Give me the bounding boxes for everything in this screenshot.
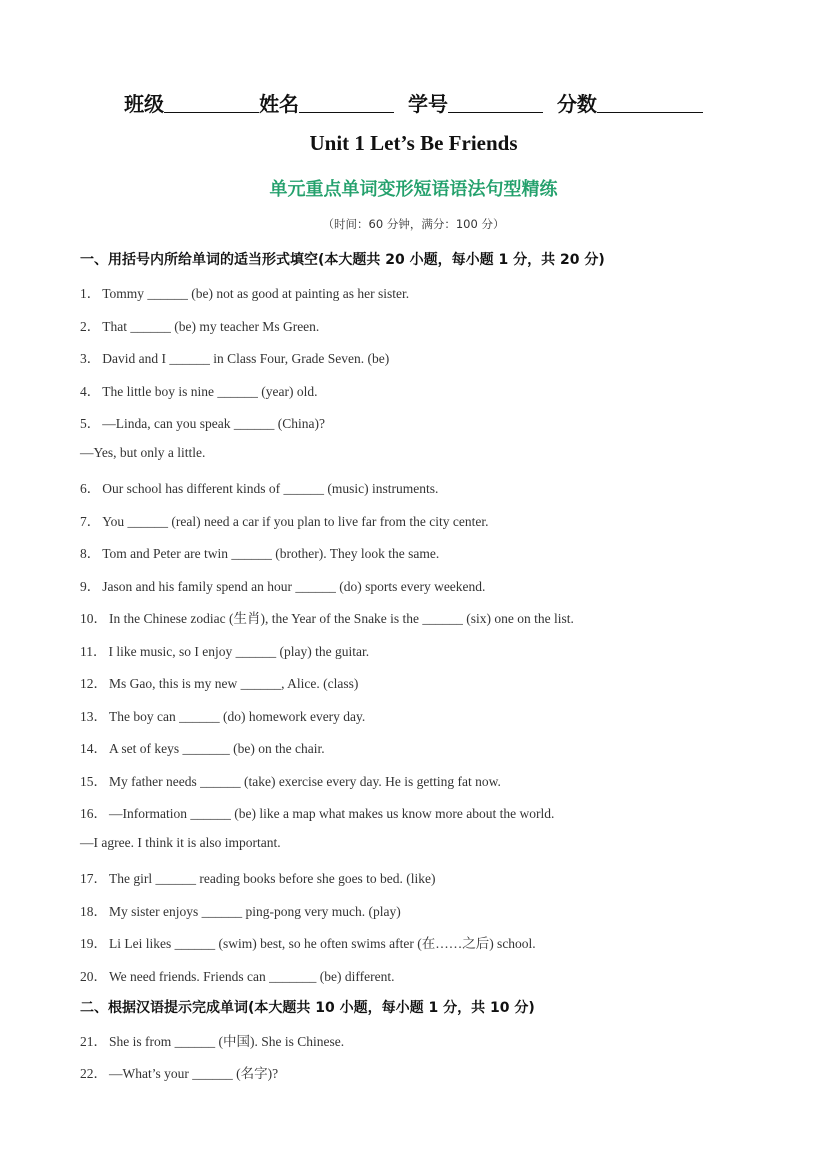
question-number: 8．: [80, 546, 101, 561]
question-line: [80, 1030, 344, 1050]
question-line: [80, 640, 369, 660]
question-line: [80, 965, 394, 985]
question-line: [80, 1062, 278, 1082]
class-label: 班级: [124, 92, 165, 116]
question-text: Our school has different kinds of ______ (music) instruments.: [102, 481, 439, 496]
question-line: [80, 607, 574, 627]
score-blank: [597, 92, 703, 113]
question-number: 19．: [80, 936, 107, 951]
question-line: [80, 705, 365, 725]
question-text: Li Lei likes ______ (swim) best, so he often swims after (在……之后) school.: [109, 936, 536, 951]
question-number: 6．: [80, 481, 101, 496]
answer-line: [80, 835, 281, 851]
question-text: —I agree. I think it is also important.: [80, 835, 281, 850]
name-blank: [299, 92, 394, 113]
question-text: The little boy is nine ______ (year) old.: [102, 384, 318, 399]
question-number: 16．: [80, 806, 107, 821]
question-text: My sister enjoys ______ ping-pong very much. (play): [109, 904, 401, 919]
section-2-title: 二、根据汉语提示完成单词(本大题共 10 小题，每小题 1 分，共 10 分): [80, 1000, 535, 1016]
question-text: Tom and Peter are twin ______ (brother). They look the same.: [102, 546, 440, 561]
question-line: [80, 932, 536, 952]
question-text: David and I ______ in Class Four, Grade Seven. (be): [102, 351, 390, 366]
question-text: Ms Gao, this is my new ______, Alice. (class): [109, 676, 359, 691]
question-text: —What’s your ______ (名字)?: [109, 1066, 279, 1081]
question-text: She is from ______ (中国). She is Chinese.: [109, 1034, 345, 1049]
question-number: 18．: [80, 904, 107, 919]
question-text: —Yes, but only a little.: [80, 445, 206, 460]
class-blank: [164, 92, 259, 113]
question-line: [80, 575, 485, 595]
question-line: [80, 802, 554, 822]
question-number: 10．: [80, 611, 107, 626]
question-text: My father needs ______ (take) exercise every day. He is getting fat now.: [109, 774, 501, 789]
question-number: 4．: [80, 384, 101, 399]
question-line: [80, 315, 319, 335]
question-number: 17．: [80, 871, 107, 886]
question-line: [80, 412, 325, 432]
question-line: [80, 900, 401, 920]
question-text: We need friends. Friends can _______ (be) different.: [109, 969, 395, 984]
question-number: 13．: [80, 709, 107, 724]
question-text: The girl ______ reading books before she goes to bed. (like): [109, 871, 436, 886]
question-text: I like music, so I enjoy ______ (play) the guitar.: [108, 644, 370, 659]
question-number: 5．: [80, 416, 101, 431]
question-line: [80, 737, 325, 757]
question-text: Jason and his family spend an hour ______ (do) sports every weekend.: [102, 579, 486, 594]
question-number: 3．: [80, 351, 101, 366]
number-label: 学号: [408, 92, 448, 116]
question-text: A set of keys _______ (be) on the chair.: [109, 741, 325, 756]
question-line: [80, 347, 389, 367]
question-number: 7．: [80, 514, 101, 529]
question-number: 9．: [80, 579, 101, 594]
question-line: [80, 380, 317, 400]
question-line: [80, 542, 439, 562]
unit-title: Unit 1 Let’s Be Friends: [309, 131, 518, 155]
question-line: [80, 770, 501, 790]
question-number: 11．: [80, 644, 107, 659]
unit-subtitle: 单元重点单词变形短语语法句型精练: [269, 179, 558, 200]
question-line: [80, 510, 489, 530]
question-text: That ______ (be) my teacher Ms Green.: [102, 319, 320, 334]
question-number: 22．: [80, 1066, 107, 1081]
question-line: [80, 867, 436, 887]
number-blank: [448, 92, 543, 113]
student-info-header: [0, 88, 827, 117]
question-text: Tommy ______ (be) not as good at painting as her sister.: [102, 286, 410, 301]
question-text: —Linda, can you speak ______ (China)?: [102, 416, 325, 431]
question-text: —Information ______ (be) like a map what makes us know more about the world.: [109, 806, 555, 821]
question-text: The boy can ______ (do) homework every day.: [109, 709, 366, 724]
question-number: 1．: [80, 286, 101, 301]
section-1-title: 一、用括号内所给单词的适当形式填空(本大题共 20 小题，每小题 1 分，共 20 分): [80, 252, 605, 268]
name-label: 姓名: [259, 92, 300, 116]
question-number: 12．: [80, 676, 107, 691]
question-number: 14．: [80, 741, 107, 756]
score-label: 分数: [556, 92, 597, 116]
question-line: [80, 282, 409, 302]
answer-line: [80, 445, 205, 461]
question-number: 15．: [80, 774, 107, 789]
question-number: 21．: [80, 1034, 107, 1049]
question-number: 20．: [80, 969, 107, 984]
question-line: [80, 672, 358, 692]
question-line: [80, 477, 438, 497]
question-number: 2．: [80, 319, 101, 334]
time-info: （时间：60 分钟，满分：100 分）: [322, 217, 505, 231]
question-text: In the Chinese zodiac (生肖), the Year of the Snake is the ______ (six) one on the list.: [109, 611, 574, 626]
question-text: You ______ (real) need a car if you plan to live far from the city center.: [102, 514, 489, 529]
